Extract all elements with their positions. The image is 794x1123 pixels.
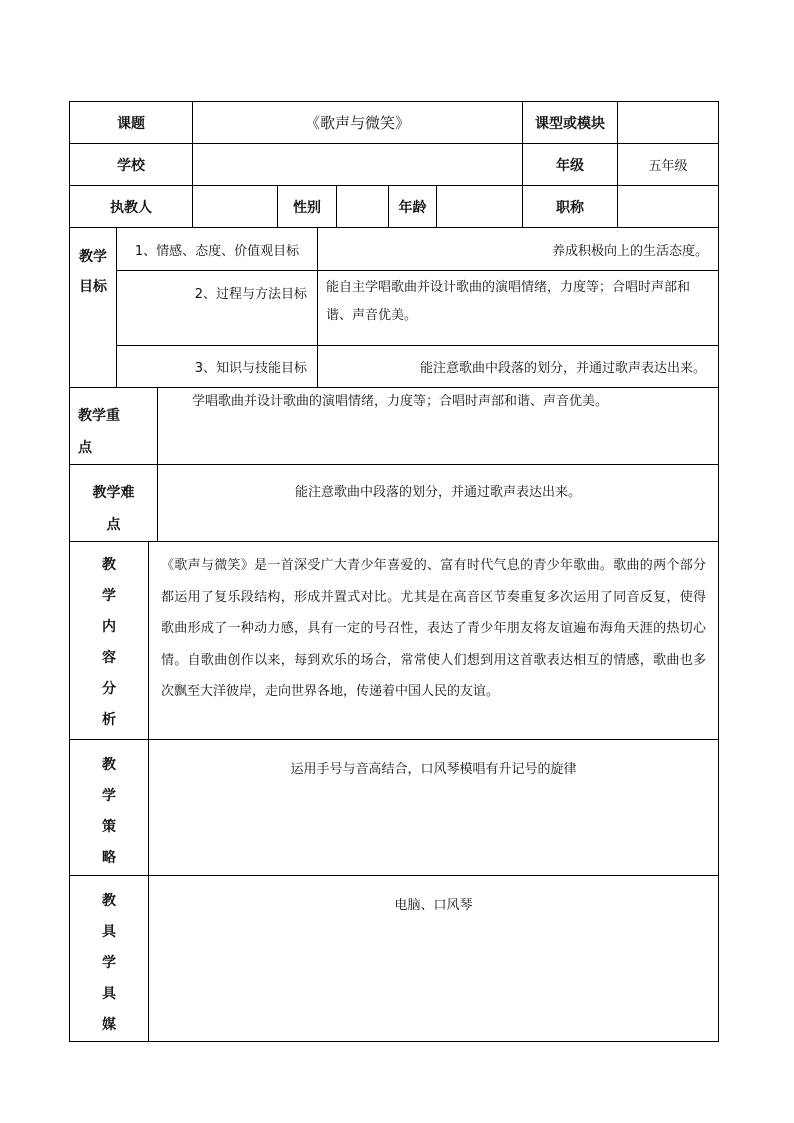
age-label: 年龄 xyxy=(389,186,437,228)
row-difficulty xyxy=(70,465,719,542)
school-label: 学校 xyxy=(70,144,193,186)
strategy-char: 学 xyxy=(102,788,116,804)
row-school xyxy=(70,144,719,186)
school-value xyxy=(193,144,523,186)
gender-label: 性别 xyxy=(278,186,337,228)
row-key-point xyxy=(70,388,719,465)
content-analysis-char: 析 xyxy=(102,712,116,728)
goal-2-label: 2、过程与方法目标 xyxy=(117,271,318,346)
lesson-plan-table xyxy=(69,101,719,1042)
goals-label-line1: 教学 xyxy=(79,249,107,265)
goals-label-line2: 目标 xyxy=(79,279,107,295)
strategy-char: 略 xyxy=(102,850,116,866)
goal-2-value: 能自主学唱歌曲并设计歌曲的演唱情绪，力度等；合唱时声部和谐、声音优美。 xyxy=(318,271,719,346)
media-char: 教 xyxy=(102,893,116,909)
media-char: 具 xyxy=(102,986,116,1002)
teacher-value xyxy=(193,186,278,228)
key-point-label-line1: 教学重 xyxy=(78,408,120,424)
content-analysis-char: 教 xyxy=(102,557,116,573)
goals-label xyxy=(70,228,117,388)
topic-label: 课题 xyxy=(70,102,193,144)
media-label xyxy=(70,876,149,1042)
row-topic xyxy=(70,102,719,144)
row-strategy xyxy=(70,740,719,876)
key-point-value: 学唱歌曲并设计歌曲的演唱情绪，力度等；合唱时声部和谐、声音优美。 xyxy=(158,388,719,465)
age-value xyxy=(437,186,523,228)
content-analysis-label xyxy=(70,542,149,740)
strategy-char: 教 xyxy=(102,757,116,773)
difficulty-label-line2: 点 xyxy=(106,517,121,533)
job-title-value xyxy=(618,186,719,228)
content-analysis-value: 《歌声与微笑》是一首深受广大青少年喜爱的、富有时代气息的青少年歌曲。歌曲的两个部分都运用了复乐段结构，形成并置式对比。尤其是在高音区节奏重复多次运用了同音反复，使得歌曲形成了一种动力感，具有一定的号召性，表达了青少年朋友将友谊遍布海角天涯的热切心情。自歌曲创作以来，每到欢乐的场合，常常使人们想到用这首歌表达相互的情感，歌曲也多次飘至大洋彼岸，走向世界各地，传递着中国人民的友谊。 xyxy=(149,542,719,740)
row-media xyxy=(70,876,719,1042)
row-content-analysis xyxy=(70,542,719,740)
row-goal-3 xyxy=(70,346,719,388)
course-type-label: 课型或模块 xyxy=(523,102,618,144)
topic-value: 《歌声与微笑》 xyxy=(193,102,523,144)
key-point-label-line2: 点 xyxy=(78,440,92,456)
content-analysis-char: 分 xyxy=(102,681,116,697)
teacher-label: 执教人 xyxy=(70,186,193,228)
grade-label: 年级 xyxy=(523,144,618,186)
content-analysis-char: 学 xyxy=(102,588,116,604)
media-char: 具 xyxy=(102,924,116,940)
media-char: 学 xyxy=(102,955,116,971)
goal-3-value: 能注意歌曲中段落的划分，并通过歌声表达出来。 xyxy=(318,346,719,388)
media-value: 电脑、口风琴 xyxy=(149,876,719,1042)
job-title-label: 职称 xyxy=(523,186,618,228)
row-goal-2 xyxy=(70,271,719,346)
difficulty-label-line1: 教学难 xyxy=(92,485,135,501)
goal-3-label: 3、知识与技能目标 xyxy=(117,346,318,388)
difficulty-value: 能注意歌曲中段落的划分，并通过歌声表达出来。 xyxy=(158,465,719,542)
goal-1-label: 1、情感、态度、价值观目标 xyxy=(117,228,318,271)
content-analysis-char: 内 xyxy=(102,619,116,635)
content-analysis-char: 容 xyxy=(102,650,116,666)
strategy-value: 运用手号与音高结合，口风琴模唱有升记号的旋律 xyxy=(149,740,719,876)
key-point-label xyxy=(70,388,158,465)
difficulty-label xyxy=(70,465,158,542)
lesson-plan-document xyxy=(69,101,718,1042)
media-char: 媒 xyxy=(102,1017,116,1033)
course-type-value xyxy=(618,102,719,144)
strategy-char: 策 xyxy=(102,819,116,835)
gender-value xyxy=(337,186,389,228)
strategy-label xyxy=(70,740,149,876)
grade-value: 五年级 xyxy=(618,144,719,186)
goal-1-value: 养成积极向上的生活态度。 xyxy=(318,228,719,271)
row-goal-1 xyxy=(70,228,719,271)
row-teacher xyxy=(70,186,719,228)
